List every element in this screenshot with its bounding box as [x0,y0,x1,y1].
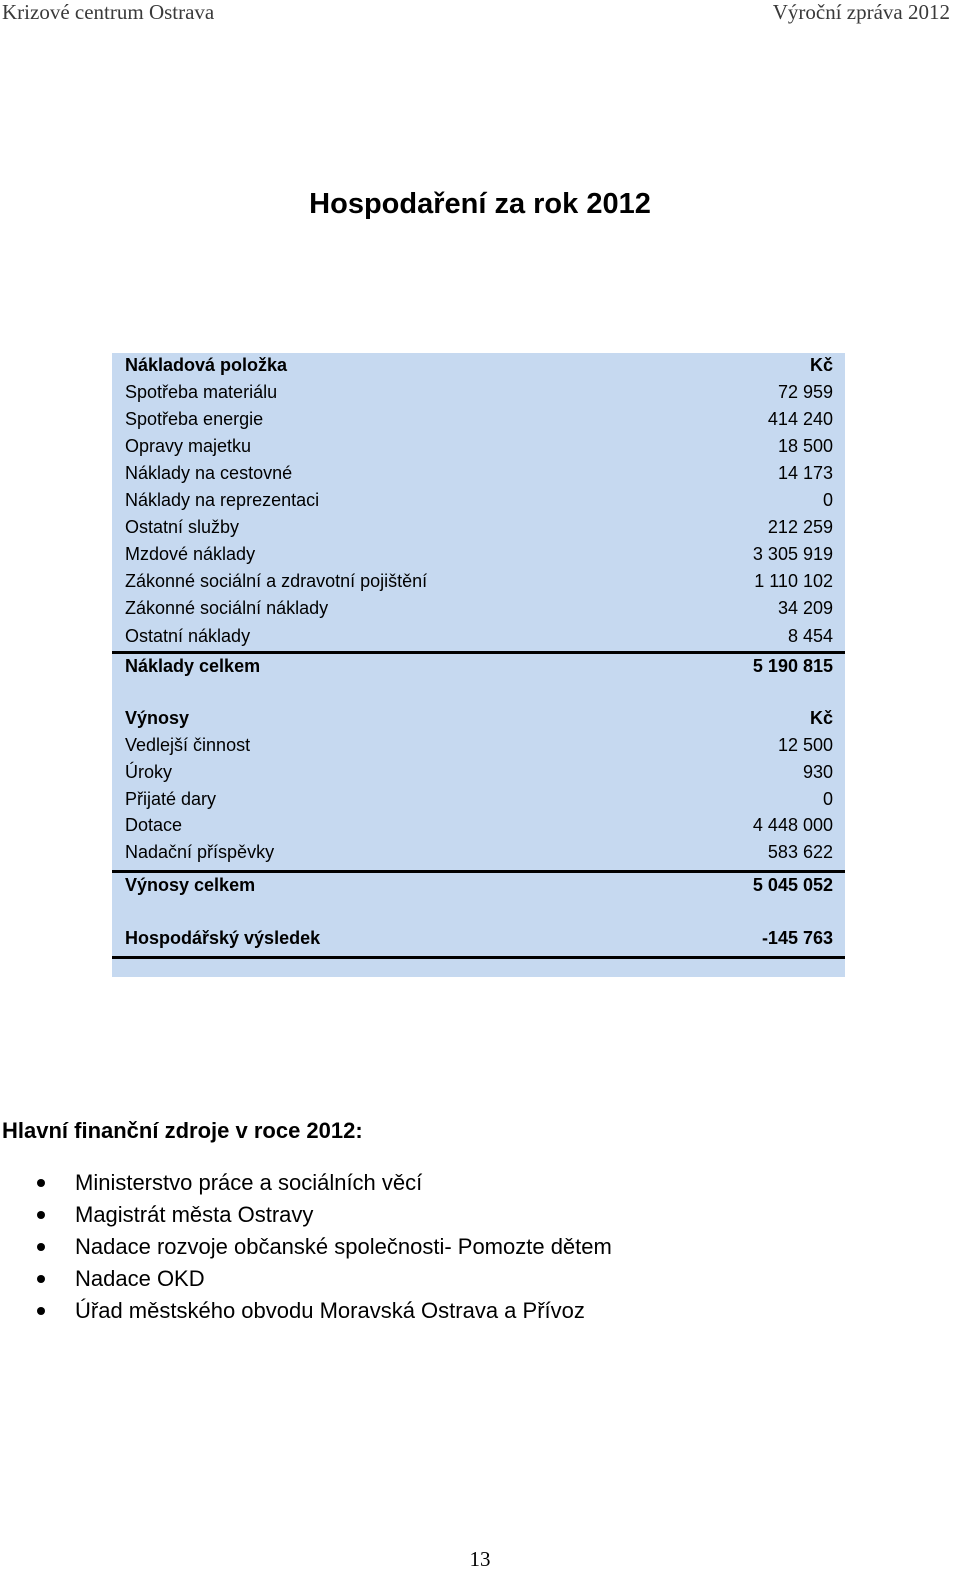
list-item [0,1199,612,1231]
row-label: Zákonné sociální náklady [125,598,329,618]
table-row [112,406,845,433]
row-label: Mzdové náklady [125,544,256,564]
table-row [112,595,845,622]
bullet-icon [37,1211,45,1219]
sources-heading: Hlavní finanční zdroje v roce 2012: [2,1118,363,1143]
table-row [112,786,845,813]
row-label: Dotace [125,815,183,835]
table-row [112,839,845,866]
revenues-total-label: Výnosy celkem [125,875,256,895]
table-row [112,379,845,406]
table-row [112,568,845,595]
row-value: 212 259 [767,517,833,537]
row-value: 3 305 919 [752,544,833,564]
list-item [0,1231,612,1263]
result-divider [112,956,845,959]
costs-currency: Kč [809,355,833,375]
source-name: Nadace rozvoje občanské společnosti- Pomozte dětem [75,1234,612,1259]
header-org-name: Krizové centrum Ostrava [2,0,215,24]
source-name: Magistrát města Ostravy [75,1202,314,1227]
row-value: 12 500 [777,735,833,755]
revenues-currency: Kč [809,708,833,728]
table-row [112,514,845,541]
row-value: 1 110 102 [754,571,833,591]
finance-table [112,353,845,977]
page-title: Hospodaření za rok 2012 [309,188,651,220]
row-label: Nadační příspěvky [125,842,275,862]
revenues-total-value: 5 045 052 [752,875,833,895]
source-name: Úřad městského obvodu Moravská Ostrava a Přívoz [75,1298,585,1323]
header-report-title: Výroční zpráva 2012 [772,0,950,24]
row-value: 0 [822,490,833,510]
bullet-icon [37,1275,45,1283]
row-value: 414 240 [767,409,833,429]
row-label: Spotřeba materiálu [125,382,278,402]
costs-header-row [112,353,845,379]
table-row [112,759,845,786]
revenues-header-row [112,706,845,732]
costs-total-value: 5 190 815 [752,656,833,676]
revenues-heading: Výnosy [125,708,190,728]
row-label: Zákonné sociální a zdravotní pojištění [125,571,428,591]
result-row [112,926,845,952]
row-label: Úroky [125,762,173,782]
result-label: Hospodářský výsledek [125,928,321,948]
row-value: 583 622 [767,842,833,862]
costs-heading: Nákladová položka [125,355,288,375]
row-value: 4 448 000 [752,815,833,835]
table-row [112,813,845,839]
row-label: Náklady na cestovné [125,463,293,483]
row-label: Ostatní náklady [125,626,251,646]
table-row [112,460,845,487]
row-label: Ostatní služby [125,517,240,537]
row-label: Spotřeba energie [125,409,264,429]
table-row [112,622,845,650]
row-value: 72 959 [777,382,833,402]
bullet-icon [37,1307,45,1315]
costs-total-row [112,654,845,680]
row-value: 18 500 [777,436,833,456]
table-row [112,487,845,514]
table-row [112,541,845,568]
row-value: 930 [802,762,833,782]
table-row [112,732,845,759]
revenues-total-row [112,873,845,899]
bullet-icon [37,1179,45,1187]
sources-list [0,1167,612,1327]
row-label: Náklady na reprezentaci [125,490,320,510]
row-label: Opravy majetku [125,436,252,456]
row-value: 14 173 [777,463,833,483]
costs-total-label: Náklady celkem [125,656,261,676]
page-number: 13 [469,1547,491,1571]
page-header [0,0,960,26]
row-value: 34 209 [777,598,833,618]
list-item [0,1263,612,1295]
list-item [0,1167,612,1199]
row-value: 0 [822,789,833,809]
row-label: Přijaté dary [125,789,217,809]
result-value: -145 763 [761,928,833,948]
bullet-icon [37,1243,45,1251]
source-name: Ministerstvo práce a sociálních věcí [75,1170,423,1195]
row-label: Vedlejší činnost [125,735,251,755]
source-name: Nadace OKD [75,1266,205,1291]
list-item [0,1295,612,1327]
table-row [112,433,845,460]
row-value: 8 454 [787,626,833,646]
